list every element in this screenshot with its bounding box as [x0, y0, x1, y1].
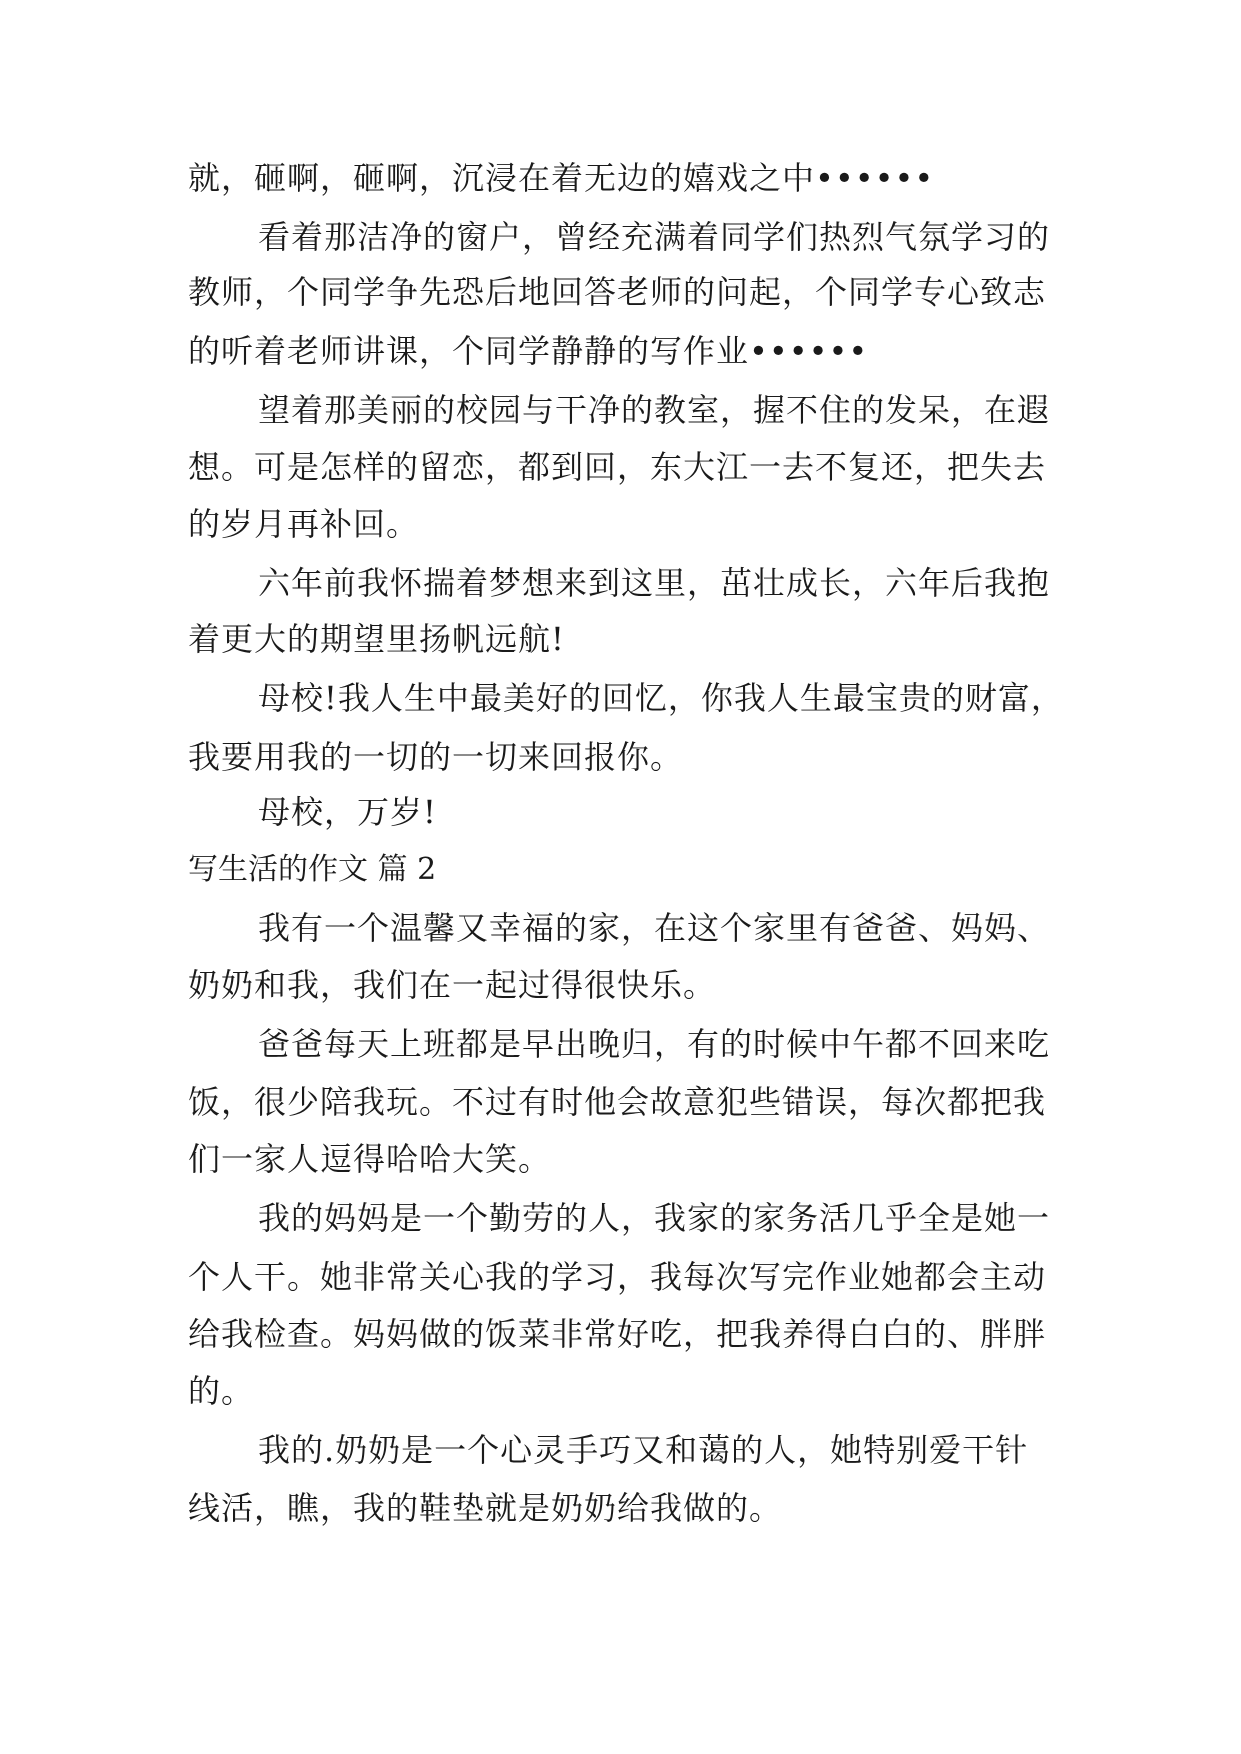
paragraph-line: 线活，瞧，我的鞋垫就是奶奶给我做的。 [188, 1489, 783, 1527]
paragraph-line: 的岁月再补回。 [188, 505, 420, 543]
paragraph-line: 的。 [188, 1372, 255, 1410]
paragraph-line: 饭，很少陪我玩。不过有时他会故意犯些错误，每次都把我 [188, 1083, 1047, 1121]
paragraph-line: 望着那美丽的校园与干净的教室，握不住的发呆，在遐 [258, 391, 1051, 429]
paragraph-line: 看着那洁净的窗户，曾经充满着同学们热烈气氛学习的 [258, 218, 1051, 256]
paragraph-line: 母校，万岁! [258, 793, 437, 831]
paragraph-line: 我的妈妈是一个勤劳的人，我家的家务活几乎全是她一 [258, 1199, 1051, 1237]
paragraph-line: 六年前我怀揣着梦想来到这里，茁壮成长，六年后我抱 [258, 564, 1051, 602]
paragraph-line: 母校!我人生中最美好的回忆，你我人生最宝贵的财富， [258, 679, 1064, 717]
paragraph-line: 个人干。她非常关心我的学习，我每次写完作业她都会主动 [188, 1258, 1047, 1296]
paragraph-line: 的听着老师讲课，个同学静静的写作业•••••• [188, 332, 869, 370]
paragraph-line: 就，砸啊，砸啊，沉浸在着无边的嬉戏之中•••••• [188, 159, 935, 197]
paragraph-line: 给我检查。妈妈做的饭菜非常好吃，把我养得白白的、胖胖 [188, 1315, 1047, 1353]
paragraph-line: 们一家人逗得哈哈大笑。 [188, 1140, 552, 1178]
paragraph-line: 我要用我的一切的一切来回报你。 [188, 738, 684, 776]
paragraph-line: 着更大的期望里扬帆远航! [188, 620, 565, 658]
paragraph-line: 奶奶和我，我们在一起过得很快乐。 [188, 966, 717, 1004]
paragraph-line: 想。可是怎样的留恋，都到回，东大江一去不复还，把失去 [188, 448, 1047, 486]
paragraph-line: 我有一个温馨又幸福的家，在这个家里有爸爸、妈妈、 [258, 909, 1051, 947]
section-title: 写生活的作文 篇 2 [188, 852, 437, 887]
paragraph-line: 教师，个同学争先恐后地回答老师的问起，个同学专心致志 [188, 273, 1047, 311]
paragraph-line: 我的.奶奶是一个心灵手巧又和蔼的人，她特别爱干针 [258, 1431, 1029, 1469]
paragraph-line: 爸爸每天上班都是早出晚归，有的时候中午都不回来吃 [258, 1025, 1051, 1063]
